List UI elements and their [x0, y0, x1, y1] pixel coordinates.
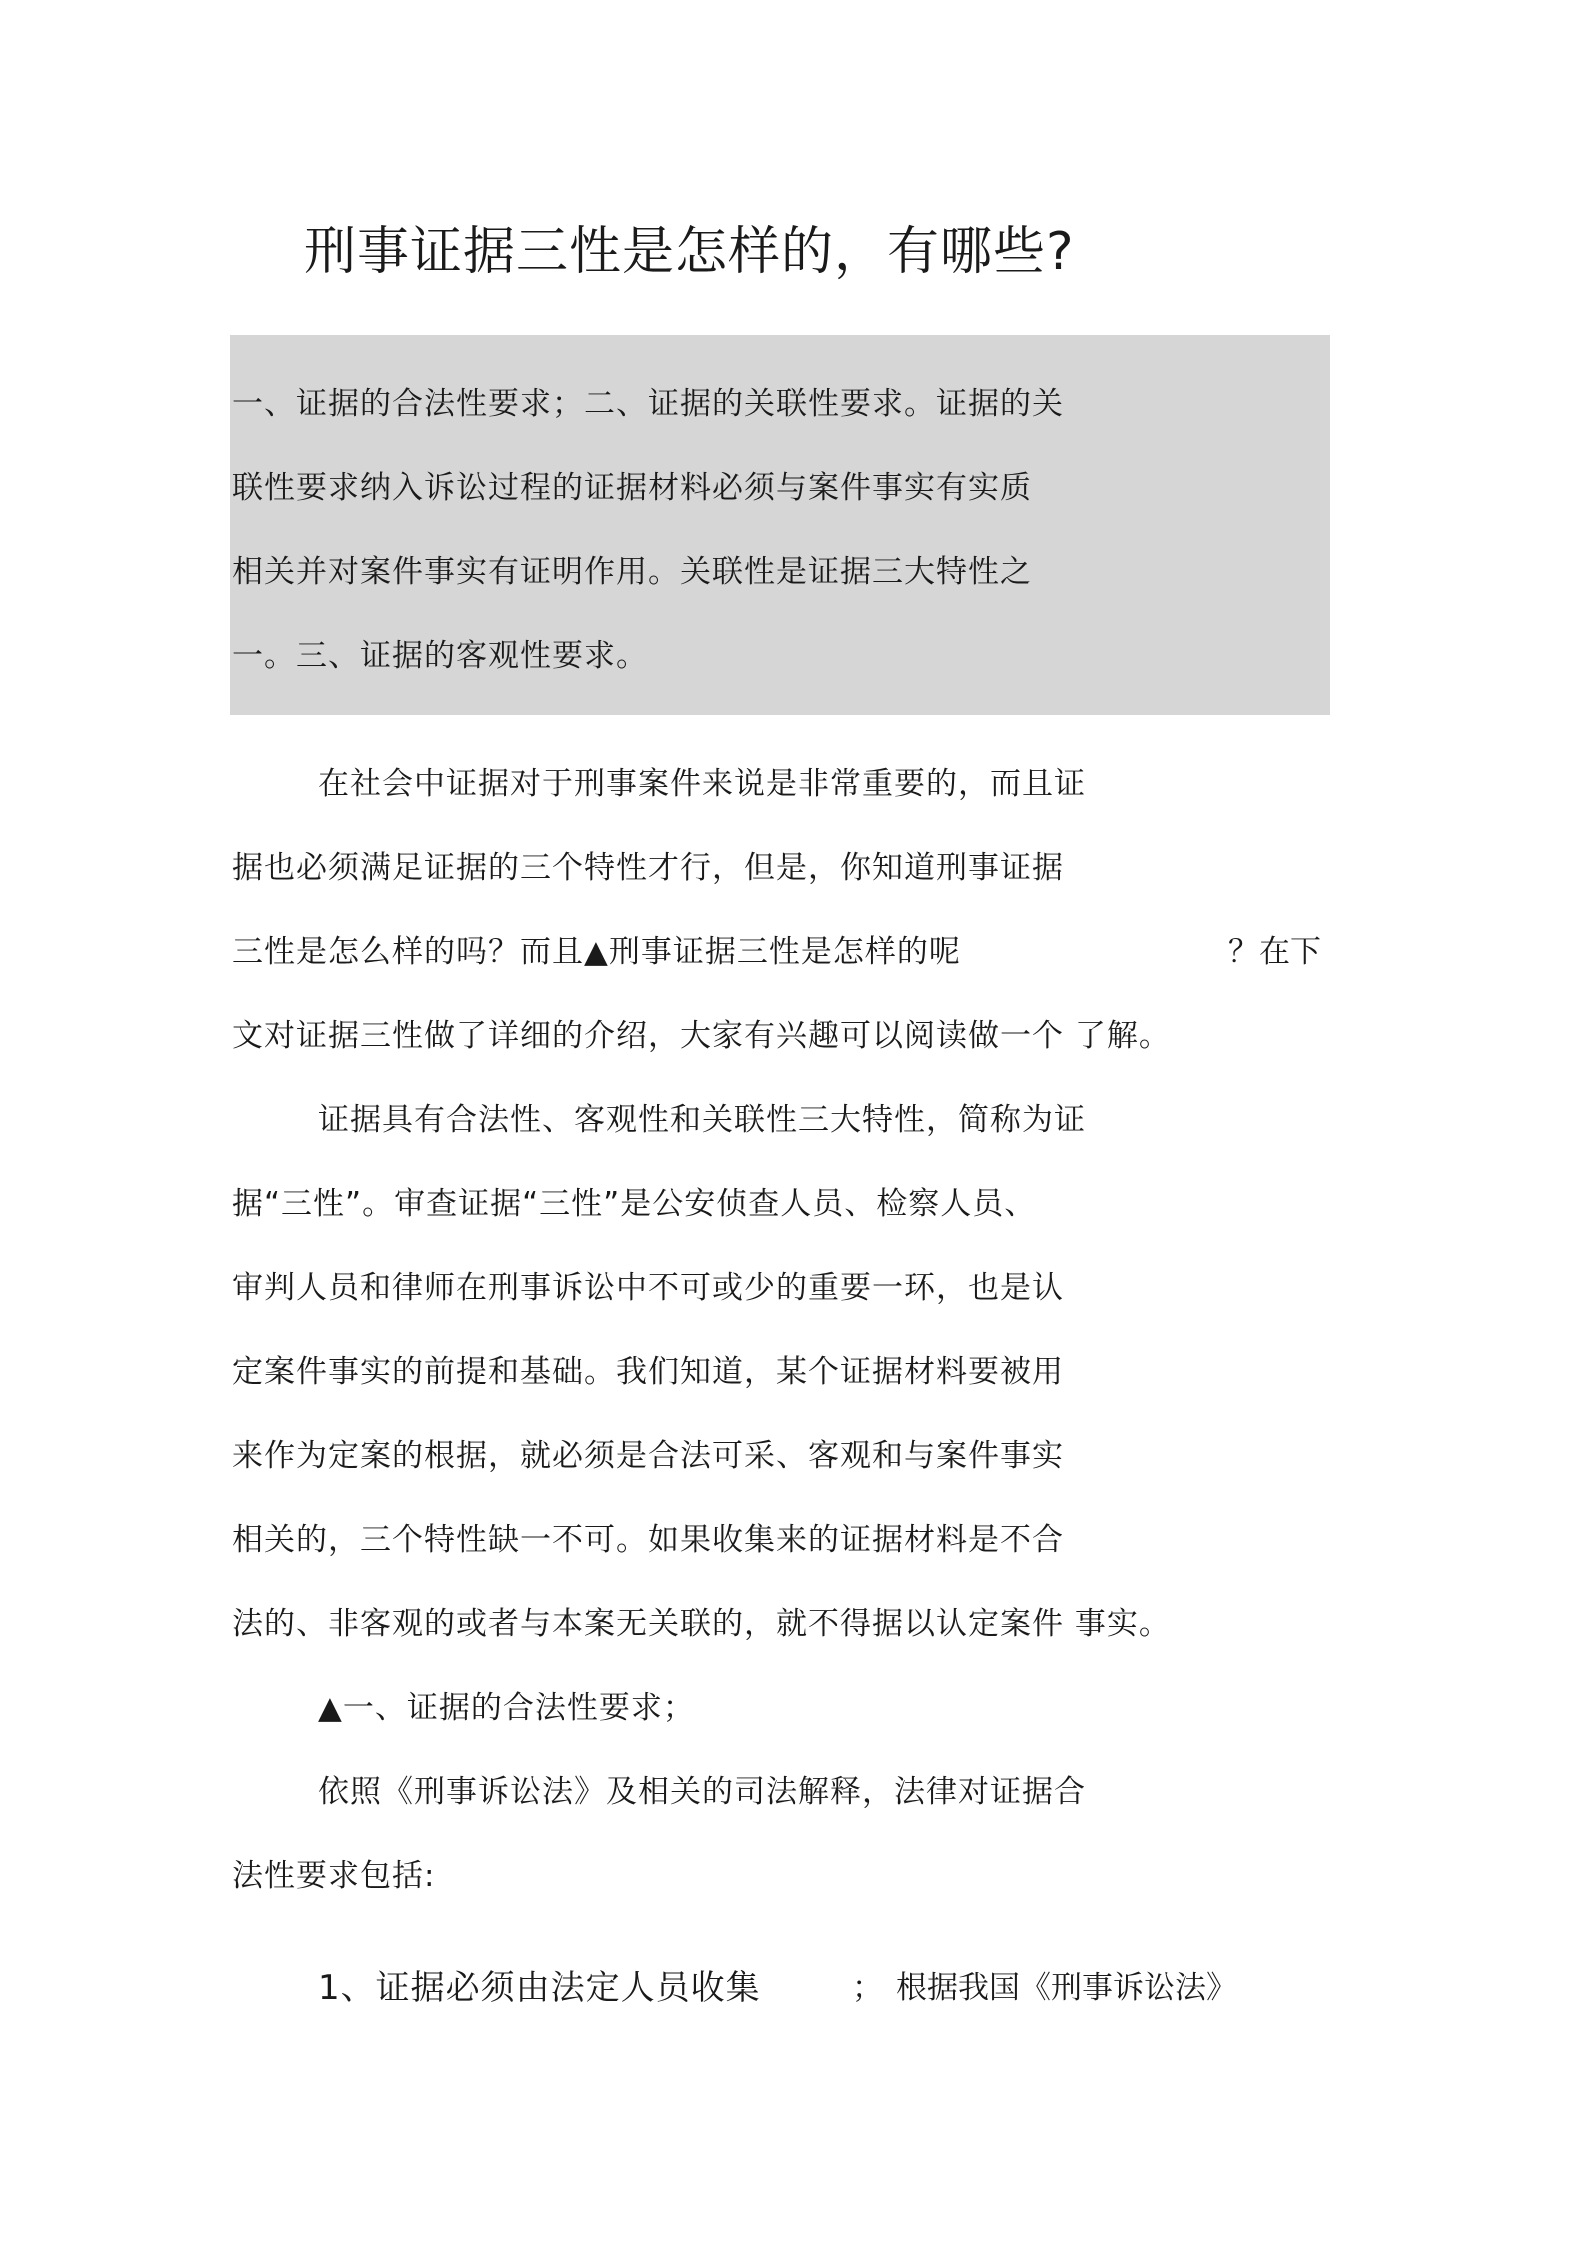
definition-line: 证据具有合法性、客观性和关联性三大特性，简称为证 — [318, 1102, 1086, 1138]
definition-line: 据“三性”。审查证据“三性”是公安侦查人员、检察人员、 — [232, 1186, 1037, 1222]
definition-line: 来作为定案的根据，就必须是合法可采、客观和与案件事实 — [232, 1438, 1064, 1474]
definition-line: 相关的，三个特性缺一不可。如果收集来的证据材料是不合 — [232, 1522, 1064, 1558]
legality-line: 法性要求包括: — [232, 1858, 436, 1894]
section-heading: ▲一、证据的合法性要求； — [318, 1690, 695, 1726]
definition-line: 审判人员和律师在刑事诉讼中不可或少的重要一环，也是认 — [232, 1270, 1064, 1306]
list-item-separator: ； — [852, 1970, 883, 2006]
definition-line: 定案件事实的前提和基础。我们知道，某个证据材料要被用 — [232, 1354, 1064, 1390]
summary-line: 联性要求纳入诉讼过程的证据材料必须与案件事实有实质 — [232, 470, 1032, 506]
list-item-text: 1、证据必须由法定人员收集 — [318, 1968, 761, 2008]
intro-line: 文对证据三性做了详细的介绍，大家有兴趣可以阅读做一个 了解。 — [232, 1018, 1171, 1054]
list-item-continuation: 根据我国《刑事诉讼法》 — [896, 1970, 1237, 2006]
document-title: 刑事证据三性是怎样的，有哪些? — [304, 222, 1075, 282]
summary-line: 一、证据的合法性要求；二、证据的关联性要求。证据的关 — [232, 386, 1064, 422]
definition-line: 法的、非客观的或者与本案无关联的，就不得据以认定案件 事实。 — [232, 1606, 1171, 1642]
legality-line: 依照《刑事诉讼法》及相关的司法解释，法律对证据合 — [318, 1774, 1086, 1810]
summary-line: 相关并对案件事实有证明作用。关联性是证据三大特性之 — [232, 554, 1032, 590]
intro-line: 据也必须满足证据的三个特性才行，但是，你知道刑事证据 — [232, 850, 1064, 886]
intro-line-tail: ？在下 — [1228, 934, 1321, 970]
intro-line: 在社会中证据对于刑事案件来说是非常重要的，而且证 — [318, 766, 1086, 802]
summary-line: 一。三、证据的客观性要求。 — [232, 638, 648, 674]
intro-line: 三性是怎么样的吗？而且▲刑事证据三性是怎样的呢 — [232, 934, 961, 970]
